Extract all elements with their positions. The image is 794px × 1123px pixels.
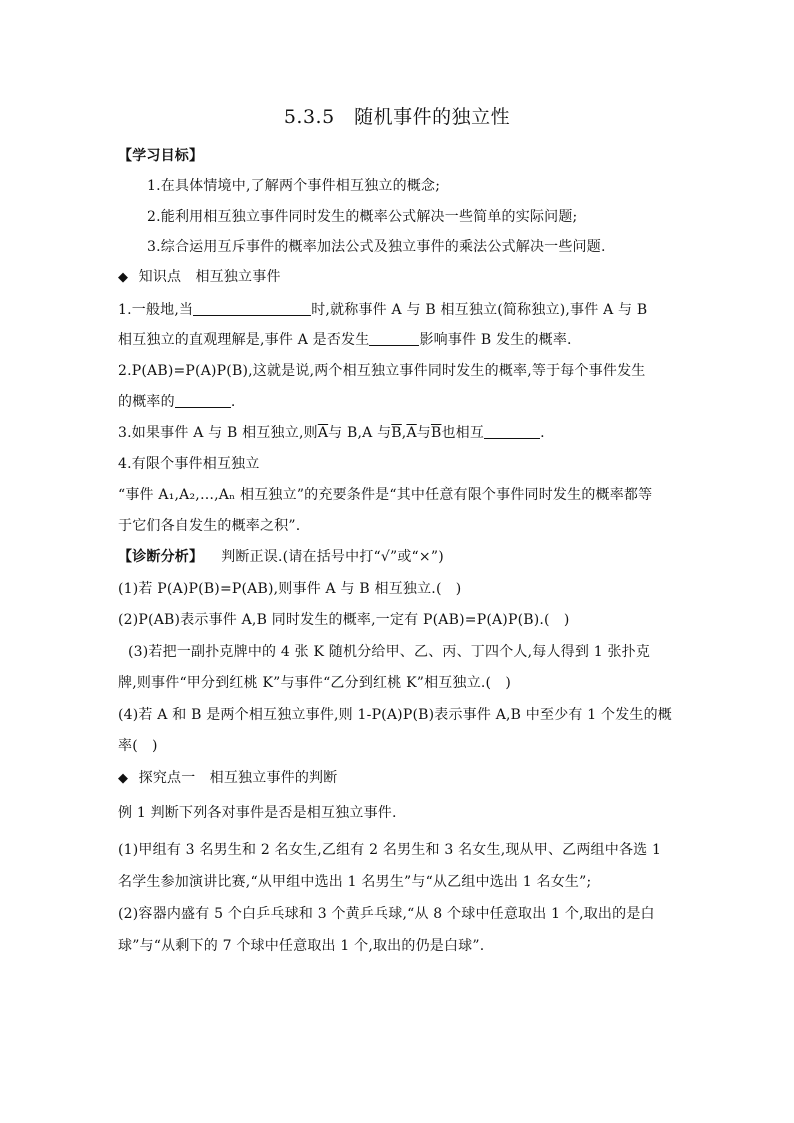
knowledge-point-1-line-2 xyxy=(118,330,680,350)
diamond-bullet-icon: ◆ xyxy=(118,270,129,285)
text-fragment: 时,就称事件 A 与 B 相互独立(简称独立),事件 A 与 B xyxy=(311,302,648,318)
diamond-bullet-icon: ◆ xyxy=(118,771,129,786)
fill-in-blank[interactable] xyxy=(193,301,311,316)
text-fragment: , xyxy=(401,425,407,441)
text-fragment: 与 B,A 与 xyxy=(328,425,392,441)
goals-header: 【学习目标】 xyxy=(118,148,204,164)
text-fragment: 与 xyxy=(416,425,431,441)
explore-section-heading xyxy=(118,768,680,789)
text-fragment: 3.如果事件 A 与 B 相互独立,则 xyxy=(118,425,318,441)
text-fragment: 1.一般地,当 xyxy=(118,302,194,318)
knowledge-section-heading xyxy=(118,267,680,288)
text-fragment: 的概率的 xyxy=(118,394,175,410)
diagnosis-instruction: 判断正误.(请在括号中打“√”或“×”) xyxy=(221,549,444,565)
diagnosis-question-1: (1)若 P(A)P(B)=P(AB),则事件 A 与 B 相互独立.( ) xyxy=(118,581,462,597)
knowledge-point-2-line-1: 2.P(AB)=P(A)P(B),这就是说,两个相互独立事件同时发生的概率,等于每个事件发生 xyxy=(118,363,646,379)
diagnosis-heading xyxy=(118,547,680,567)
knowledge-point-4: 4.有限个事件相互独立 xyxy=(118,456,260,472)
diagnosis-question-3-line-2: 牌,则事件“甲分到红桃 K”与事件“乙分到红桃 K”相互独立.( ) xyxy=(118,675,512,691)
goal-item-1: 1.在具体情境中,了解两个事件相互独立的概念; xyxy=(147,178,441,194)
knowledge-point-2-line-2 xyxy=(118,392,680,412)
example-title: 例 1 判断下列各对事件是否是相互独立事件. xyxy=(118,805,397,821)
knowledge-header: 知识点 相互独立事件 xyxy=(138,269,281,285)
text-fragment: . xyxy=(230,394,236,410)
b-complement: $\overline{B}$ xyxy=(391,425,402,441)
goal-item-3: 3.综合运用互斥事件的概率加法公式及独立事件的乘法公式解决一些问题. xyxy=(147,239,606,255)
fill-in-blank[interactable] xyxy=(484,424,540,439)
diagnosis-question-2: (2)P(AB)表示事件 A,B 同时发生的概率,一定有 P(AB)=P(A)P(B).( ) xyxy=(118,612,570,628)
a-complement: $\overline{A}$ xyxy=(317,425,329,441)
text-fragment: 相互独立的直观理解是,事件 A 是否发生 xyxy=(118,332,370,348)
b-complement: $\overline{B}$ xyxy=(430,425,442,441)
knowledge-point-3 xyxy=(118,423,680,443)
a-complement: $\overline{A}$ xyxy=(406,425,417,441)
goal-item-2: 2.能利用相互独立事件同时发生的概率公式解决一些简单的实际问题; xyxy=(147,209,578,225)
text-fragment: 也相互 xyxy=(441,425,485,441)
example-item-2-line-1: (2)容器内盛有 5 个白乒乓球和 3 个黄乒乓球,“从 8 个球中任意取出 1 个,取出的是白 xyxy=(118,906,655,922)
diagnosis-header: 【诊断分析】 xyxy=(118,549,204,565)
page-title: 5.3.5 随机事件的独立性 xyxy=(283,106,511,128)
diagnosis-question-4-line-2: 率( ) xyxy=(118,738,158,754)
text-fragment: 影响事件 B 发生的概率. xyxy=(419,332,572,348)
knowledge-point-1-line-1 xyxy=(118,300,680,320)
knowledge-point-5-line-2: 于它们各自发生的概率之积”. xyxy=(118,518,301,534)
example-item-1-line-1: (1)甲组有 3 名男生和 2 名女生,乙组有 2 名男生和 3 名女生,现从甲、乙两组中各选 1 xyxy=(118,842,662,858)
diagnosis-question-4-line-1: (4)若 A 和 B 是两个相互独立事件,则 1-P(A)P(B)表示事件 A,B 中至少有 1 个发生的概 xyxy=(118,707,673,723)
example-item-2-line-2: 球”与“从剩下的 7 个球中任意取出 1 个,取出的仍是白球”. xyxy=(118,938,485,954)
knowledge-point-5-line-1: “事件 A₁,A₂,…,Aₙ 相互独立”的充要条件是“其中任意有限个事件同时发生的概率都等 xyxy=(118,487,653,503)
text-fragment: . xyxy=(540,425,545,441)
example-item-1-line-2: 名学生参加演讲比赛,“从甲组中选出 1 名男生”与“从乙组中选出 1 名女生”; xyxy=(118,874,592,890)
fill-in-blank[interactable] xyxy=(369,331,419,346)
diagnosis-question-3-line-1: (3)若把一副扑克牌中的 4 张 K 随机分给甲、乙、丙、丁四个人,每人得到 1 张扑克 xyxy=(128,644,651,660)
explore-header: 探究点一 相互独立事件的判断 xyxy=(138,770,338,786)
fill-in-blank[interactable] xyxy=(175,393,231,408)
